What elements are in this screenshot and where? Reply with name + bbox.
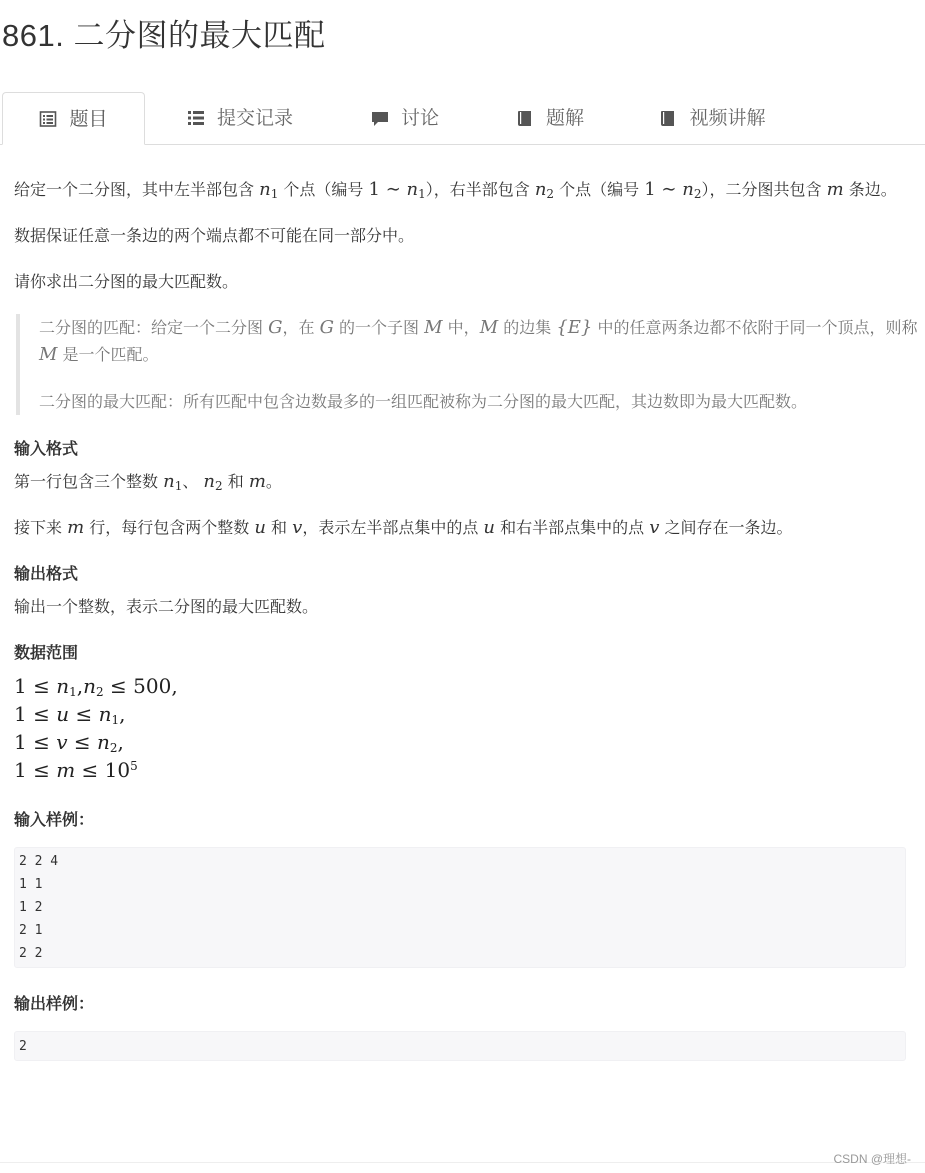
tab-label: 讨论 — [400, 107, 439, 129]
tab-solutions[interactable] — [490, 92, 610, 144]
problem-content — [14, 176, 918, 1083]
tab-problem[interactable] — [2, 92, 145, 145]
comment-icon — [371, 109, 389, 127]
book-icon — [659, 109, 677, 127]
data-range-heading: 数据范围 — [14, 643, 79, 662]
problem-title: 861. 二分图的最大匹配 — [2, 18, 326, 53]
problem-tabs — [0, 92, 925, 145]
sample-output-code[interactable]: 2 — [14, 1031, 906, 1061]
watermark: CSDN @理想- — [833, 1152, 911, 1166]
output-format-text: 输出一个整数，表示二分图的最大匹配数。 — [14, 597, 319, 616]
constraint-line: $1 \le n_1,n_2 \le 500$, — [14, 674, 178, 699]
constraint-line: $1 \le v \le n_2$, — [14, 730, 124, 755]
tab-video[interactable] — [635, 92, 790, 144]
output-format-heading: 输出格式 — [14, 564, 79, 583]
definition-blockquote — [16, 314, 918, 415]
footer-divider — [0, 1162, 925, 1163]
description-paragraph: 数据保证任意一条边的两个端点都不可能在同一部分中。 — [14, 226, 415, 245]
tab-label: 视频讲解 — [689, 107, 766, 129]
tab-label: 题解 — [545, 107, 584, 129]
tab-discussion[interactable] — [340, 92, 470, 144]
data-range-constraints — [14, 672, 918, 784]
input-format-line: 第一行包含三个整数 $n_1$、 $n_2$ 和 m。 — [14, 471, 282, 493]
tab-label: 题目 — [69, 107, 108, 130]
definition-matching: 二分图的匹配：给定一个二分图 G，在 G 的一个子图 M 中，M 的边集 {E} 中的任意两条边都不依附于同一个顶点，则称 M 是一个匹配。 — [39, 317, 918, 365]
sample-output-heading: 输出样例： — [14, 994, 95, 1013]
sample-input-heading: 输入样例： — [14, 810, 95, 829]
list-bullets-icon — [187, 109, 205, 127]
description-paragraph: 给定一个二分图，其中左半部包含 $n_1$ 个点（编号 1 ∼ $n_1$），右半部包含 $n_2$ 个点（编号 1 ∼ $n_2$），二分图共包含 m 条边。 — [14, 179, 897, 201]
input-format-heading: 输入格式 — [14, 439, 79, 458]
constraint-line: $1 \le m \le 10^5$ — [14, 758, 138, 782]
sample-input-code[interactable]: 2 2 4 1 1 1 2 2 1 2 2 — [14, 847, 906, 968]
list-icon — [39, 110, 57, 128]
input-format-line: 接下来 m 行，每行包含两个整数 u 和 v，表示左半部点集中的点 u 和右半部点集中的点 v 之间存在一条边。 — [14, 517, 793, 538]
book-icon — [516, 109, 534, 127]
description-paragraph: 请你求出二分图的最大匹配数。 — [14, 272, 239, 291]
tab-label: 提交记录 — [216, 107, 293, 129]
tab-submissions[interactable] — [160, 92, 320, 144]
constraint-line: $1 \le u \le n_1$, — [14, 702, 126, 727]
definition-max-matching: 二分图的最大匹配：所有匹配中包含边数最多的一组匹配被称为二分图的最大匹配，其边数即为最大匹配数。 — [39, 392, 808, 411]
